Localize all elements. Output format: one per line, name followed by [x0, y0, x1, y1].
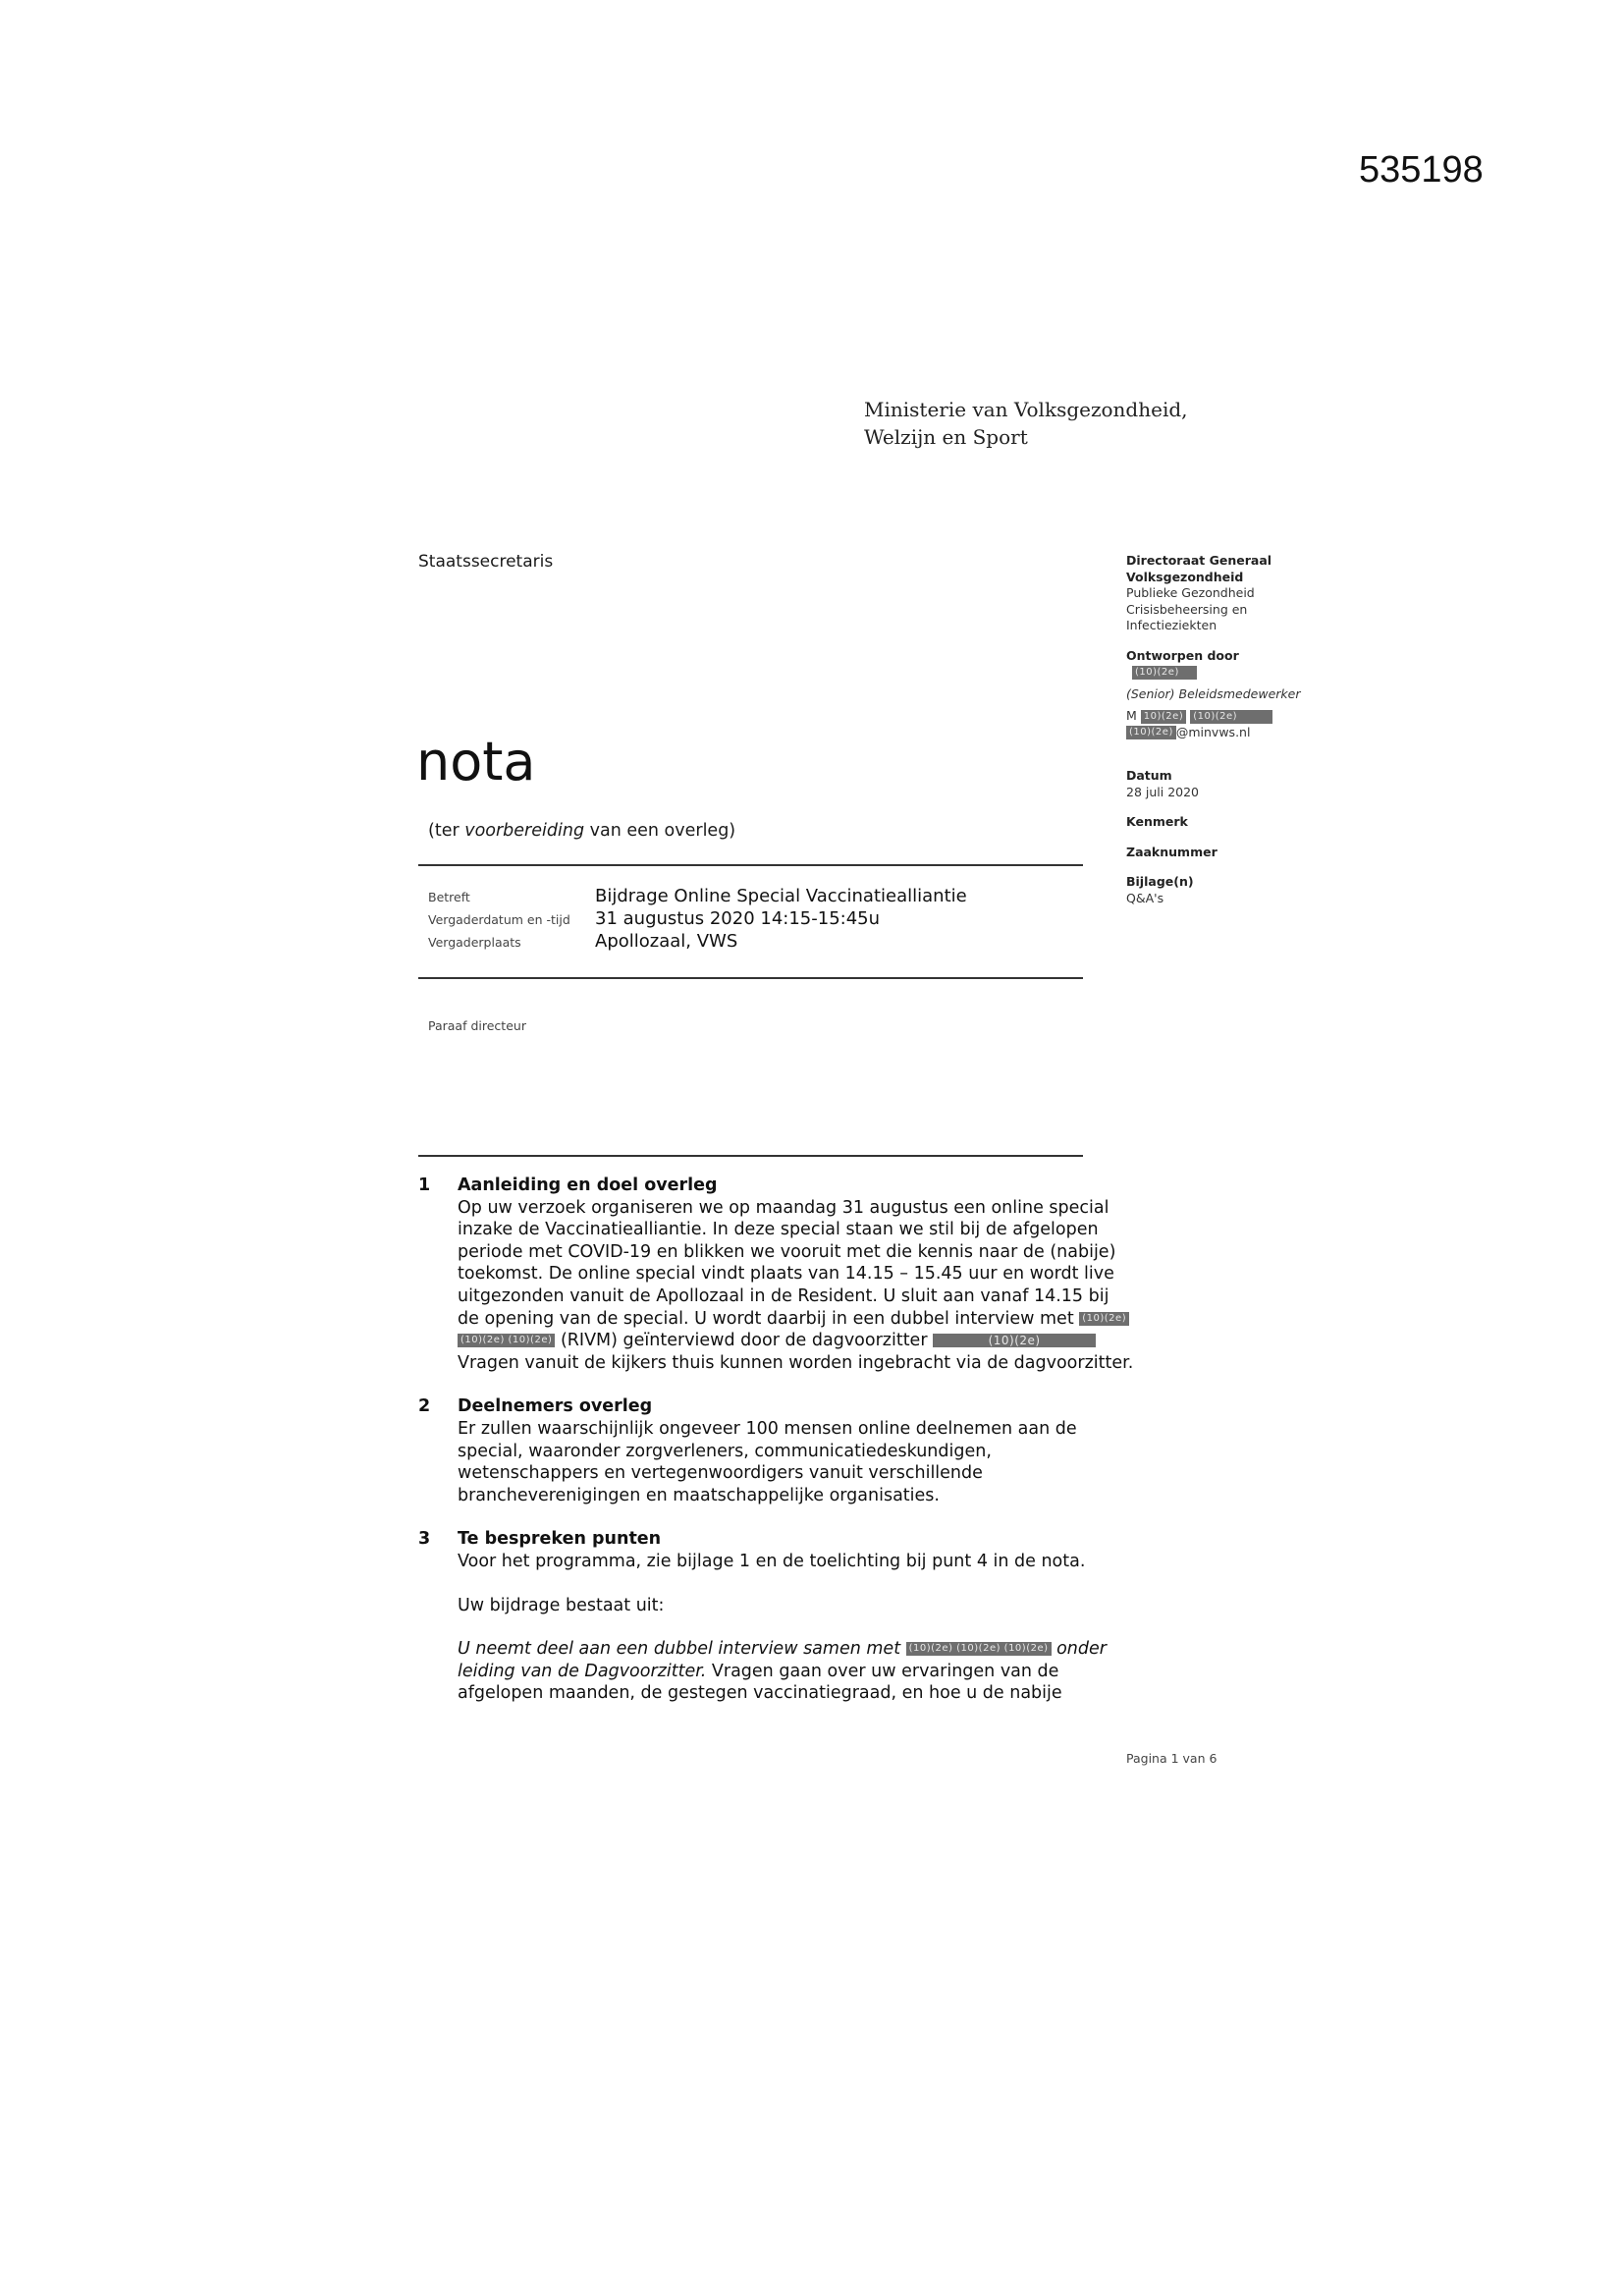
section-1-text-b: (RIVM) geïnterviewd door de dagvoorzitter — [555, 1331, 934, 1351]
redaction-name-1: (10)(2e) — [1079, 1312, 1129, 1326]
subtitle-pre: (ter — [428, 821, 465, 841]
subtitle-post: van een overleg) — [584, 821, 736, 841]
author-block — [1126, 648, 1352, 741]
section-title: Deelnemers overleg — [458, 1396, 653, 1417]
mobile-redaction-2: (10)(2e) — [1190, 710, 1272, 724]
ministry-logo-text — [864, 396, 1188, 451]
meta-label: Vergaderdatum en -tijd — [428, 912, 570, 927]
datum-value: 28 juli 2020 — [1126, 784, 1200, 799]
zaaknummer-block — [1126, 845, 1352, 861]
redaction-names-3: (10)(2e) (10)(2e) (10)(2e) — [906, 1642, 1052, 1656]
ontworpen-label: Ontworpen door — [1126, 647, 1239, 663]
meta-row-betreft — [428, 886, 967, 908]
section-number: 1 — [418, 1175, 431, 1195]
addressee: Staatssecretaris — [418, 552, 554, 572]
section-1 — [418, 1175, 1135, 1374]
meeting-details — [428, 886, 967, 954]
nota-body — [418, 1175, 1135, 1726]
ministry-line-1: Ministerie van Volksgezondheid, — [864, 398, 1188, 421]
section-text: Uw bijdrage bestaat uit: — [458, 1595, 665, 1615]
date-block — [1126, 768, 1352, 800]
page-number: Pagina 1 van 6 — [1126, 1751, 1217, 1766]
subtitle-emphasis: voorbereiding — [464, 821, 585, 841]
section-number: 2 — [418, 1396, 431, 1417]
section-text — [458, 1197, 1135, 1375]
mobile-label: M — [1126, 708, 1137, 723]
section-title: Aanleiding en doel overleg — [458, 1175, 718, 1195]
email-domain: @minvws.nl — [1175, 724, 1251, 739]
sidebar-colofon — [1126, 553, 1352, 920]
directorate-heading-2: Volksgezondheid — [1126, 569, 1244, 584]
section-3 — [418, 1528, 1135, 1705]
section-text — [458, 1638, 1135, 1705]
divider-bottom — [418, 1155, 1083, 1157]
kenmerk-label: Kenmerk — [1126, 814, 1188, 829]
document-number: 535198 — [1359, 149, 1484, 191]
meta-value: 31 augustus 2020 14:15-15:45u — [595, 908, 881, 929]
meta-value: Apollozaal, VWS — [595, 931, 738, 952]
section-3-text-a: U neemt deel aan een dubbel interview samen met — [458, 1639, 906, 1660]
paraaf-label: Paraaf directeur — [428, 1018, 526, 1033]
directorate-block — [1126, 553, 1352, 634]
meta-row-datum — [428, 908, 967, 931]
datum-label: Datum — [1126, 768, 1172, 783]
section-number: 3 — [418, 1529, 431, 1550]
ministry-line-2: Welzijn en Sport — [864, 425, 1028, 449]
document-title: nota — [416, 731, 536, 793]
author-role: (Senior) Beleidsmedewerker — [1126, 685, 1301, 701]
email-redaction: (10)(2e) — [1126, 726, 1176, 739]
bijlage-block — [1126, 874, 1352, 906]
redaction-dagvoorzitter: (10)(2e) — [933, 1334, 1096, 1347]
section-text: Er zullen waarschijnlijk ongeveer 100 mensen online deelnemen aan de special, waaronder zorgverleners, communicatiedeskundigen, wetenschappers en vertegenwoordigers vanuit verschillende brancheverenigingen en maatschappelijke organisaties. — [458, 1418, 1077, 1505]
section-1-text-a: Op uw verzoek organiseren we op maandag 31 augustus een online special inzake de Vaccinatiealliantie. In deze special staan we stil bij de afgelopen periode met COVID-19 en blikken we vooruit met die kennis naar de (nabije) toekomst. De online special vindt plaats van 14.15 – 15.45 uur en wordt live uitgezonden vanuit de Apollozaal in de Resident. U sluit aan vanaf 14.15 bij de opening van de special. U wordt daarbij in een dubbel interview met — [458, 1197, 1116, 1329]
department-line-2: Crisisbeheersing en — [1126, 601, 1248, 617]
kenmerk-block — [1126, 814, 1352, 831]
bijlage-value: Q&A's — [1126, 890, 1164, 905]
directorate-heading-1: Directoraat Generaal — [1126, 553, 1272, 568]
section-3-text-c: Vragen gaan over uw ervaringen van de afgelopen maanden, de gestegen vaccinatiegraad, en hoe u de nabije — [458, 1661, 1062, 1704]
zaaknummer-label: Zaaknummer — [1126, 844, 1217, 859]
divider-middle — [418, 977, 1083, 979]
department-line-1: Publieke Gezondheid — [1126, 585, 1255, 600]
meta-row-plaats — [428, 931, 967, 954]
meta-value: Bijdrage Online Special Vaccinatiealliantie — [595, 886, 967, 906]
author-name-redaction: (10)(2e) — [1132, 666, 1197, 680]
mobile-redaction-1: 10)(2e) — [1141, 710, 1186, 724]
department-line-3: Infectieziekten — [1126, 618, 1217, 632]
section-3-text-b: onder leiding van de Dagvoorzitter. — [458, 1639, 1107, 1681]
redaction-name-2: (10)(2e) (10)(2e) — [458, 1334, 555, 1347]
section-title: Te bespreken punten — [458, 1529, 662, 1550]
meta-label: Betreft — [428, 890, 470, 904]
section-text: Voor het programma, zie bijlage 1 en de toelichting bij punt 4 in de nota. — [458, 1551, 1086, 1571]
document-subtitle — [428, 821, 735, 841]
section-2 — [418, 1395, 1135, 1506]
section-1-text-c: Vragen vanuit de kijkers thuis kunnen worden ingebracht via de dagvoorzitter. — [458, 1352, 1134, 1373]
bijlage-label: Bijlage(n) — [1126, 874, 1194, 889]
divider-top — [418, 864, 1083, 866]
meta-label: Vergaderplaats — [428, 935, 521, 950]
